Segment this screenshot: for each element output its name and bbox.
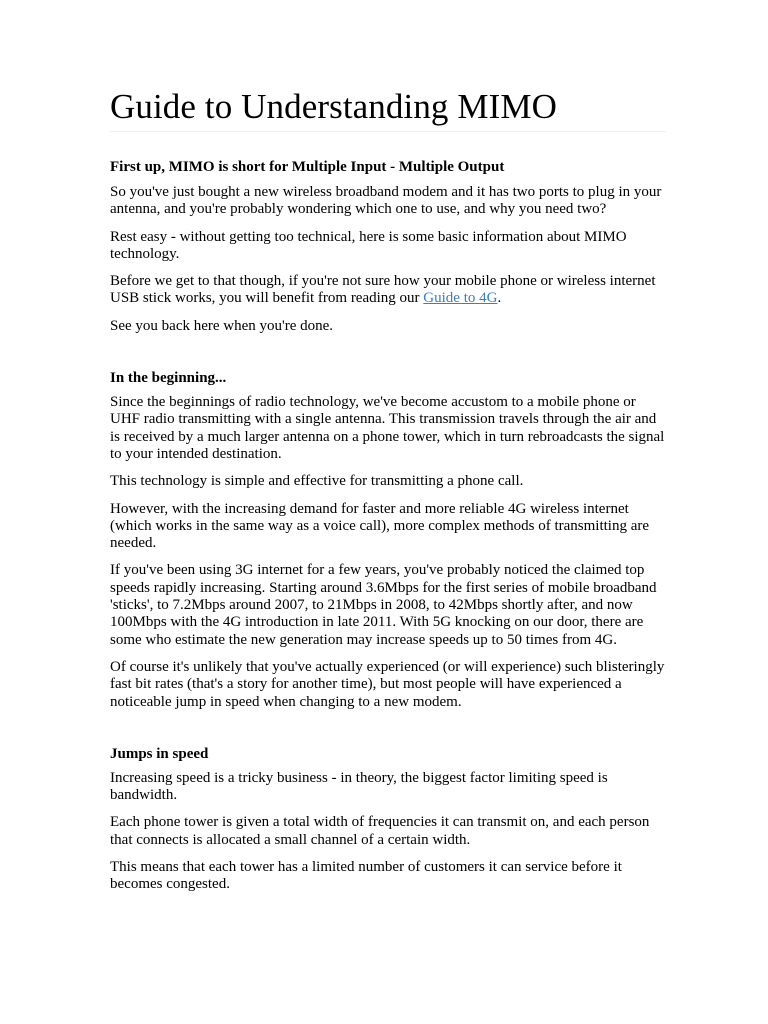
intro-paragraph-2: Rest easy - without getting too technical, here is some basic information about MIMO technology. — [110, 228, 627, 262]
intro-paragraph-1: So you've just bought a new wireless broadband modem and it has two ports to plug in your antenna, and you're probably wondering which one to use, and why you need two? — [110, 184, 662, 218]
beginning-paragraph-4: If you've been using 3G internet for a few years, you've probably noticed the claimed top speeds rapidly increasing. Starting around 3.6Mbps for the first series of mobile broadband 'sticks', to 7.2Mbps around 2007, to 21Mbps in 2008, to 42Mbps shortly after, and now 100Mbps with the 4G introduction in late 2011. With 5G knocking on our door, there are some who estimate the new generation may increase speeds up to 50 times from 4G. — [110, 562, 657, 648]
intro-paragraph-4: See you back here when you're done. — [110, 317, 334, 334]
document-title: Guide to Understanding MIMO — [110, 87, 557, 126]
intro-paragraph-3-end: . — [497, 290, 502, 307]
intro-paragraph-3-text: Before we get to that though, if you're not sure how your mobile phone or wireless internet USB stick works, you will benefit from reading our — [110, 273, 656, 307]
beginning-paragraph-1: Since the beginnings of radio technology, we've become accustom to a mobile phone or UHF radio transmitting with a single antenna. This transmission travels through the air and is received by a much larger antenna on a phone tower, which in turn rebroadcasts the signal to your intended destination. — [110, 394, 665, 462]
jumps-paragraph-1: Increasing speed is a tricky business - in theory, the biggest factor limiting speed is bandwidth. — [110, 769, 608, 804]
beginning-heading: In the beginning... — [110, 370, 227, 387]
jumps-paragraph-3: This means that each tower has a limited number of customers it can service before it becomes congested. — [110, 859, 622, 893]
jumps-heading: Jumps in speed — [110, 745, 209, 762]
intro-paragraph-3 — [110, 273, 666, 308]
guide-to-4g-link[interactable]: Guide to 4G — [423, 290, 498, 307]
jumps-paragraph-2: Each phone tower is given a total width of frequencies it can transmit on, and each person that connects is allocated a small channel of a certain width. — [110, 814, 650, 848]
beginning-paragraph-3: However, with the increasing demand for faster and more reliable 4G wireless internet (which works in the same way as a voice call), more complex methods of transmitting are needed. — [110, 500, 650, 552]
title-divider — [110, 131, 666, 132]
beginning-paragraph-2: This technology is simple and effective for transmitting a phone call. — [110, 473, 524, 490]
intro-heading: First up, MIMO is short for Multiple Input - Multiple Output — [110, 159, 505, 175]
beginning-paragraph-5: Of course it's unlikely that you've actually experienced (or will experience) such blisteringly fast bit rates (that's a story for another time), but most people will have experienced a noticeable jump in speed when changing to a new modem. — [110, 658, 665, 710]
